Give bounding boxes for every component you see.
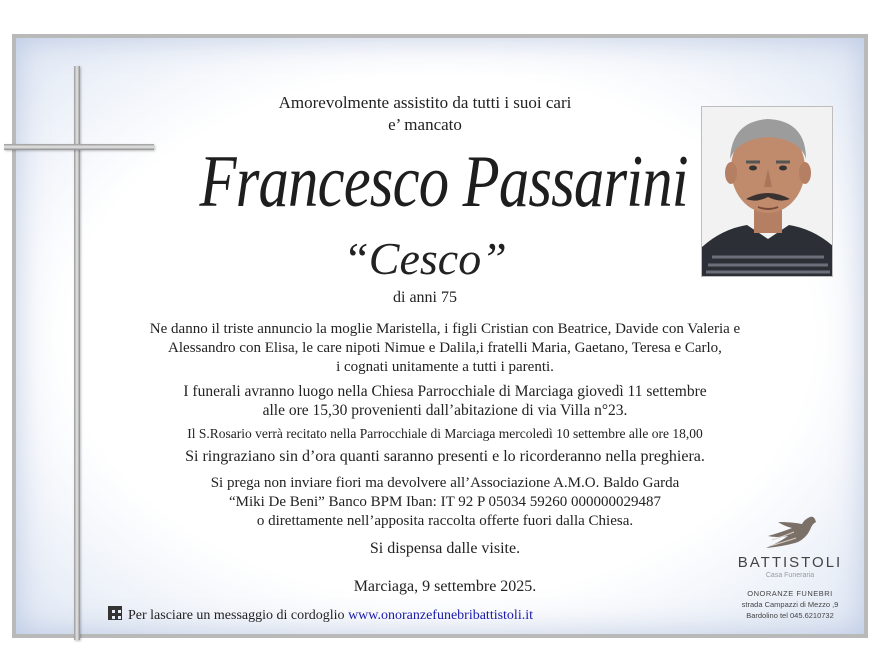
funeral-line-2: alle ore 15,30 provenienti dall’abitazione di via Villa n°23.	[262, 402, 628, 419]
intro-text	[200, 92, 650, 136]
deceased-photo	[701, 106, 833, 277]
no-visits-text: Si dispensa dalle visite.	[369, 540, 521, 557]
condolence-link[interactable]: www.onoranzefunebribattistoli.it	[348, 608, 533, 623]
condolence-text: Per lasciare un messaggio di cordoglio	[128, 608, 349, 623]
family-line-1: Ne danno il triste annuncio la moglie Maristella, i figli Cristian con Beatrice, Davide con Valeria e	[149, 321, 741, 337]
condolence-footer	[108, 606, 533, 624]
intro-line-1: Amorevolmente assistito da tutti i suoi cari	[278, 93, 572, 112]
agency-label: ONORANZE FUNEBRI	[747, 589, 833, 598]
donation-line-1: Si prega non inviare fiori ma devolvere all’Associazione A.M.O. Baldo Garda	[210, 475, 680, 491]
family-announcement	[100, 320, 790, 377]
donation-info	[150, 474, 740, 531]
donation-line-3: o direttamente nell’apposita raccolta offerte fuori dalla Chiesa.	[256, 513, 634, 529]
deceased-age: di anni 75	[393, 289, 457, 306]
qr-code-icon	[108, 606, 122, 620]
agency-logo	[730, 512, 850, 621]
agency-brand: BATTISTOLI	[737, 554, 843, 571]
funeral-line-1: I funerali avranno luogo nella Chiesa Parrocchiale di Marciaga giovedì 11 settembre	[183, 383, 707, 400]
cross-bar	[4, 144, 154, 150]
agency-address-line-1: strada Campazzi di Mezzo ,9	[741, 600, 839, 609]
agency-brand-sub: Casa Funeraria	[765, 572, 815, 579]
family-line-2: Alessandro con Elisa, le care nipoti Nimue e Dalila,i fratelli Maria, Gaetano, Teresa e Carlo,	[168, 340, 722, 356]
angel-wing-icon	[762, 512, 818, 552]
intro-line-2: e’ mancato	[388, 115, 462, 134]
donation-line-2: “Miki De Beni” Banco BPM Iban: IT 92 P 05034 59260 000000029487	[228, 494, 662, 510]
funeral-info	[120, 382, 770, 420]
place-date: Marciaga, 9 settembre 2025.	[353, 578, 537, 595]
rosary-info: Il S.Rosario verrà recitato nella Parrocchiale di Marciaga mercoledì 10 settembre alle ore 18,00	[187, 426, 703, 441]
deceased-name: Francesco Passarini	[199, 141, 688, 223]
thanks-text: Si ringraziano sin d’ora quanti saranno presenti e lo ricorderanno nella preghiera.	[185, 448, 705, 465]
cross-icon	[74, 66, 80, 640]
family-line-3: i cognati unitamente a tutti i parenti.	[336, 359, 554, 375]
portrait-image	[702, 107, 833, 277]
deceased-nickname: “Cesco”	[343, 233, 507, 284]
agency-address-line-2: Bardolino tel 045.6210732	[746, 611, 834, 620]
